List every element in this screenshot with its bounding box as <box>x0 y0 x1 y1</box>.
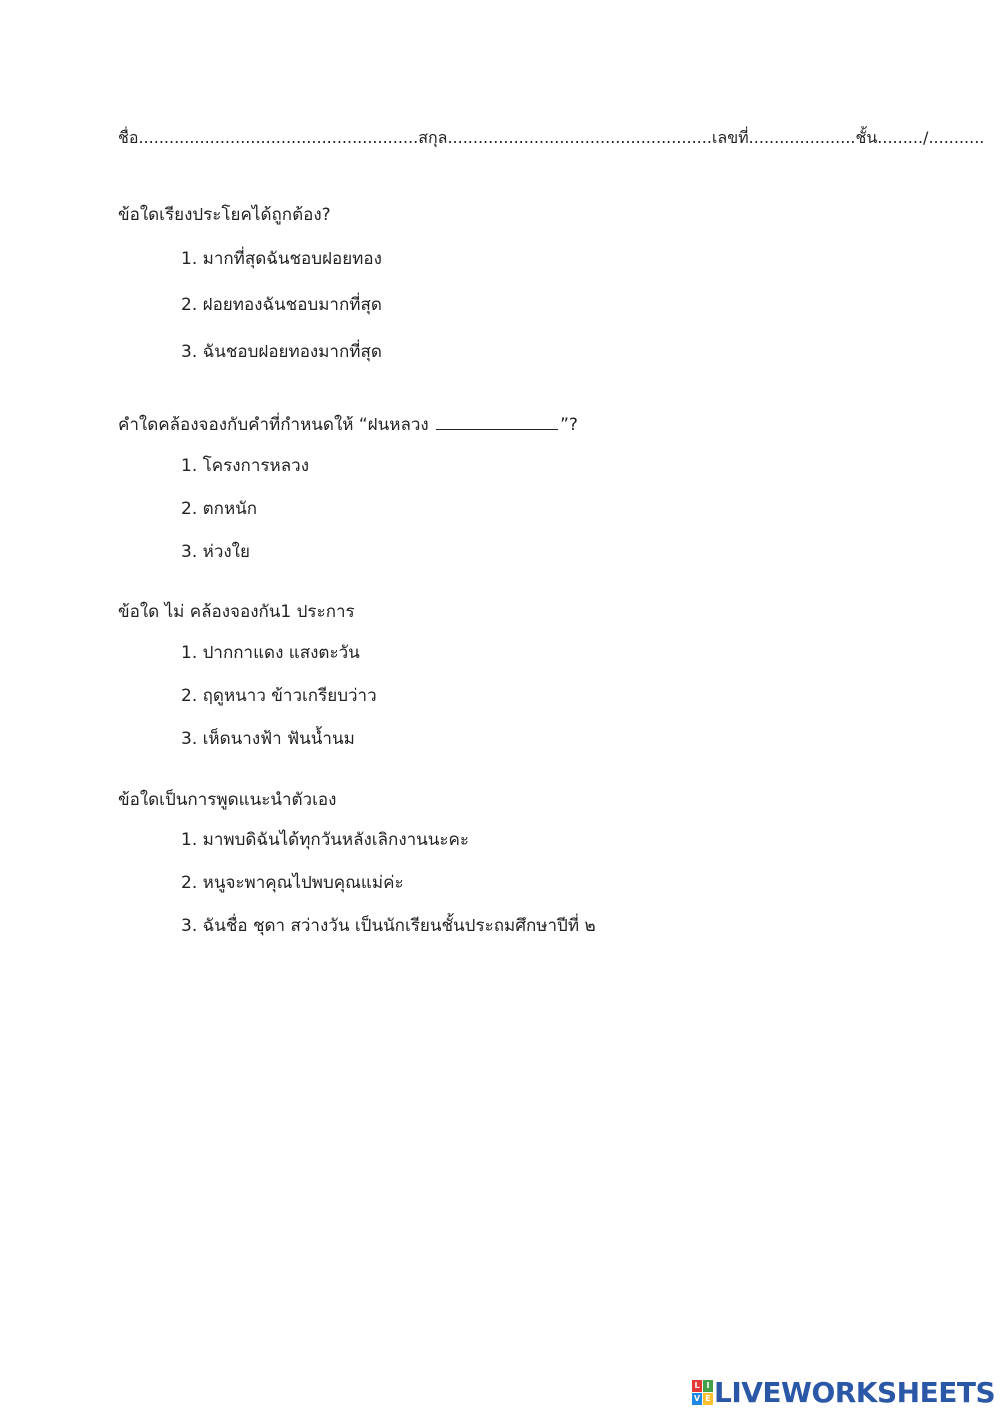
question-4-option-2[interactable]: 2. หนูจะพาคุณไปพบคุณแม่ค่ะ <box>181 873 404 893</box>
question-4-option-3[interactable]: 3. ฉันชื่อ ชุดา สว่างวัน เป็นนักเรียนชั้นประถมศึกษาปีที่ ๒ <box>181 916 596 936</box>
logo-letter: V <box>693 1394 701 1403</box>
question-4-option-1[interactable]: 1. มาพบดิฉันได้ทุกวันหลังเลิกงานนะคะ <box>181 830 470 850</box>
question-1-option-1[interactable]: 1. มากที่สุดฉันชอบฝอยทอง <box>181 249 382 269</box>
question-2-text-end: ”? <box>560 415 578 435</box>
question-2-text: คำใดคล้องจองกับคำที่กำหนดให้ “ฝนหลวง <box>118 415 429 435</box>
question-4: ข้อใดเป็นการพูดแนะนำตัวเอง <box>118 790 337 810</box>
question-2-option-3[interactable]: 3. ห่วงใย <box>181 542 250 562</box>
logo-letter: I <box>703 1380 713 1392</box>
brand-name: LIVEWORKSHEETS <box>714 1375 996 1409</box>
question-3-option-1[interactable]: 1. ปากกาแดง แสงตะวัน <box>181 643 360 663</box>
live-logo-icon <box>692 1380 712 1404</box>
question-2 <box>118 411 578 438</box>
logo-letter: E <box>703 1393 713 1405</box>
question-3: ข้อใด ไม่ คล้องจองกัน1 ประการ <box>118 602 355 622</box>
question-3-option-3[interactable]: 3. เห็ดนางฟ้า ฟันน้ำนม <box>181 729 355 749</box>
question-3-option-2[interactable]: 2. ฤดูหนาว ข้าวเกรียบว่าว <box>181 686 377 706</box>
student-info-line: ชื่อ.......................................................สกุล....................................................เลขที่.....................ชั้น........./........... <box>118 128 985 147</box>
logo-letter: L <box>692 1380 702 1392</box>
question-2-option-2[interactable]: 2. ตกหนัก <box>181 499 258 519</box>
question-2-option-1[interactable]: 1. โครงการหลวง <box>181 456 309 476</box>
question-1-option-3[interactable]: 3. ฉันชอบฝอยทองมากที่สุด <box>181 342 382 362</box>
question-1: ข้อใดเรียงประโยคได้ถูกต้อง? <box>118 205 331 225</box>
liveworksheets-logo <box>692 1374 995 1410</box>
answer-blank[interactable] <box>436 415 558 430</box>
question-1-option-2[interactable]: 2. ฝอยทองฉันชอบมากที่สุด <box>181 295 382 315</box>
